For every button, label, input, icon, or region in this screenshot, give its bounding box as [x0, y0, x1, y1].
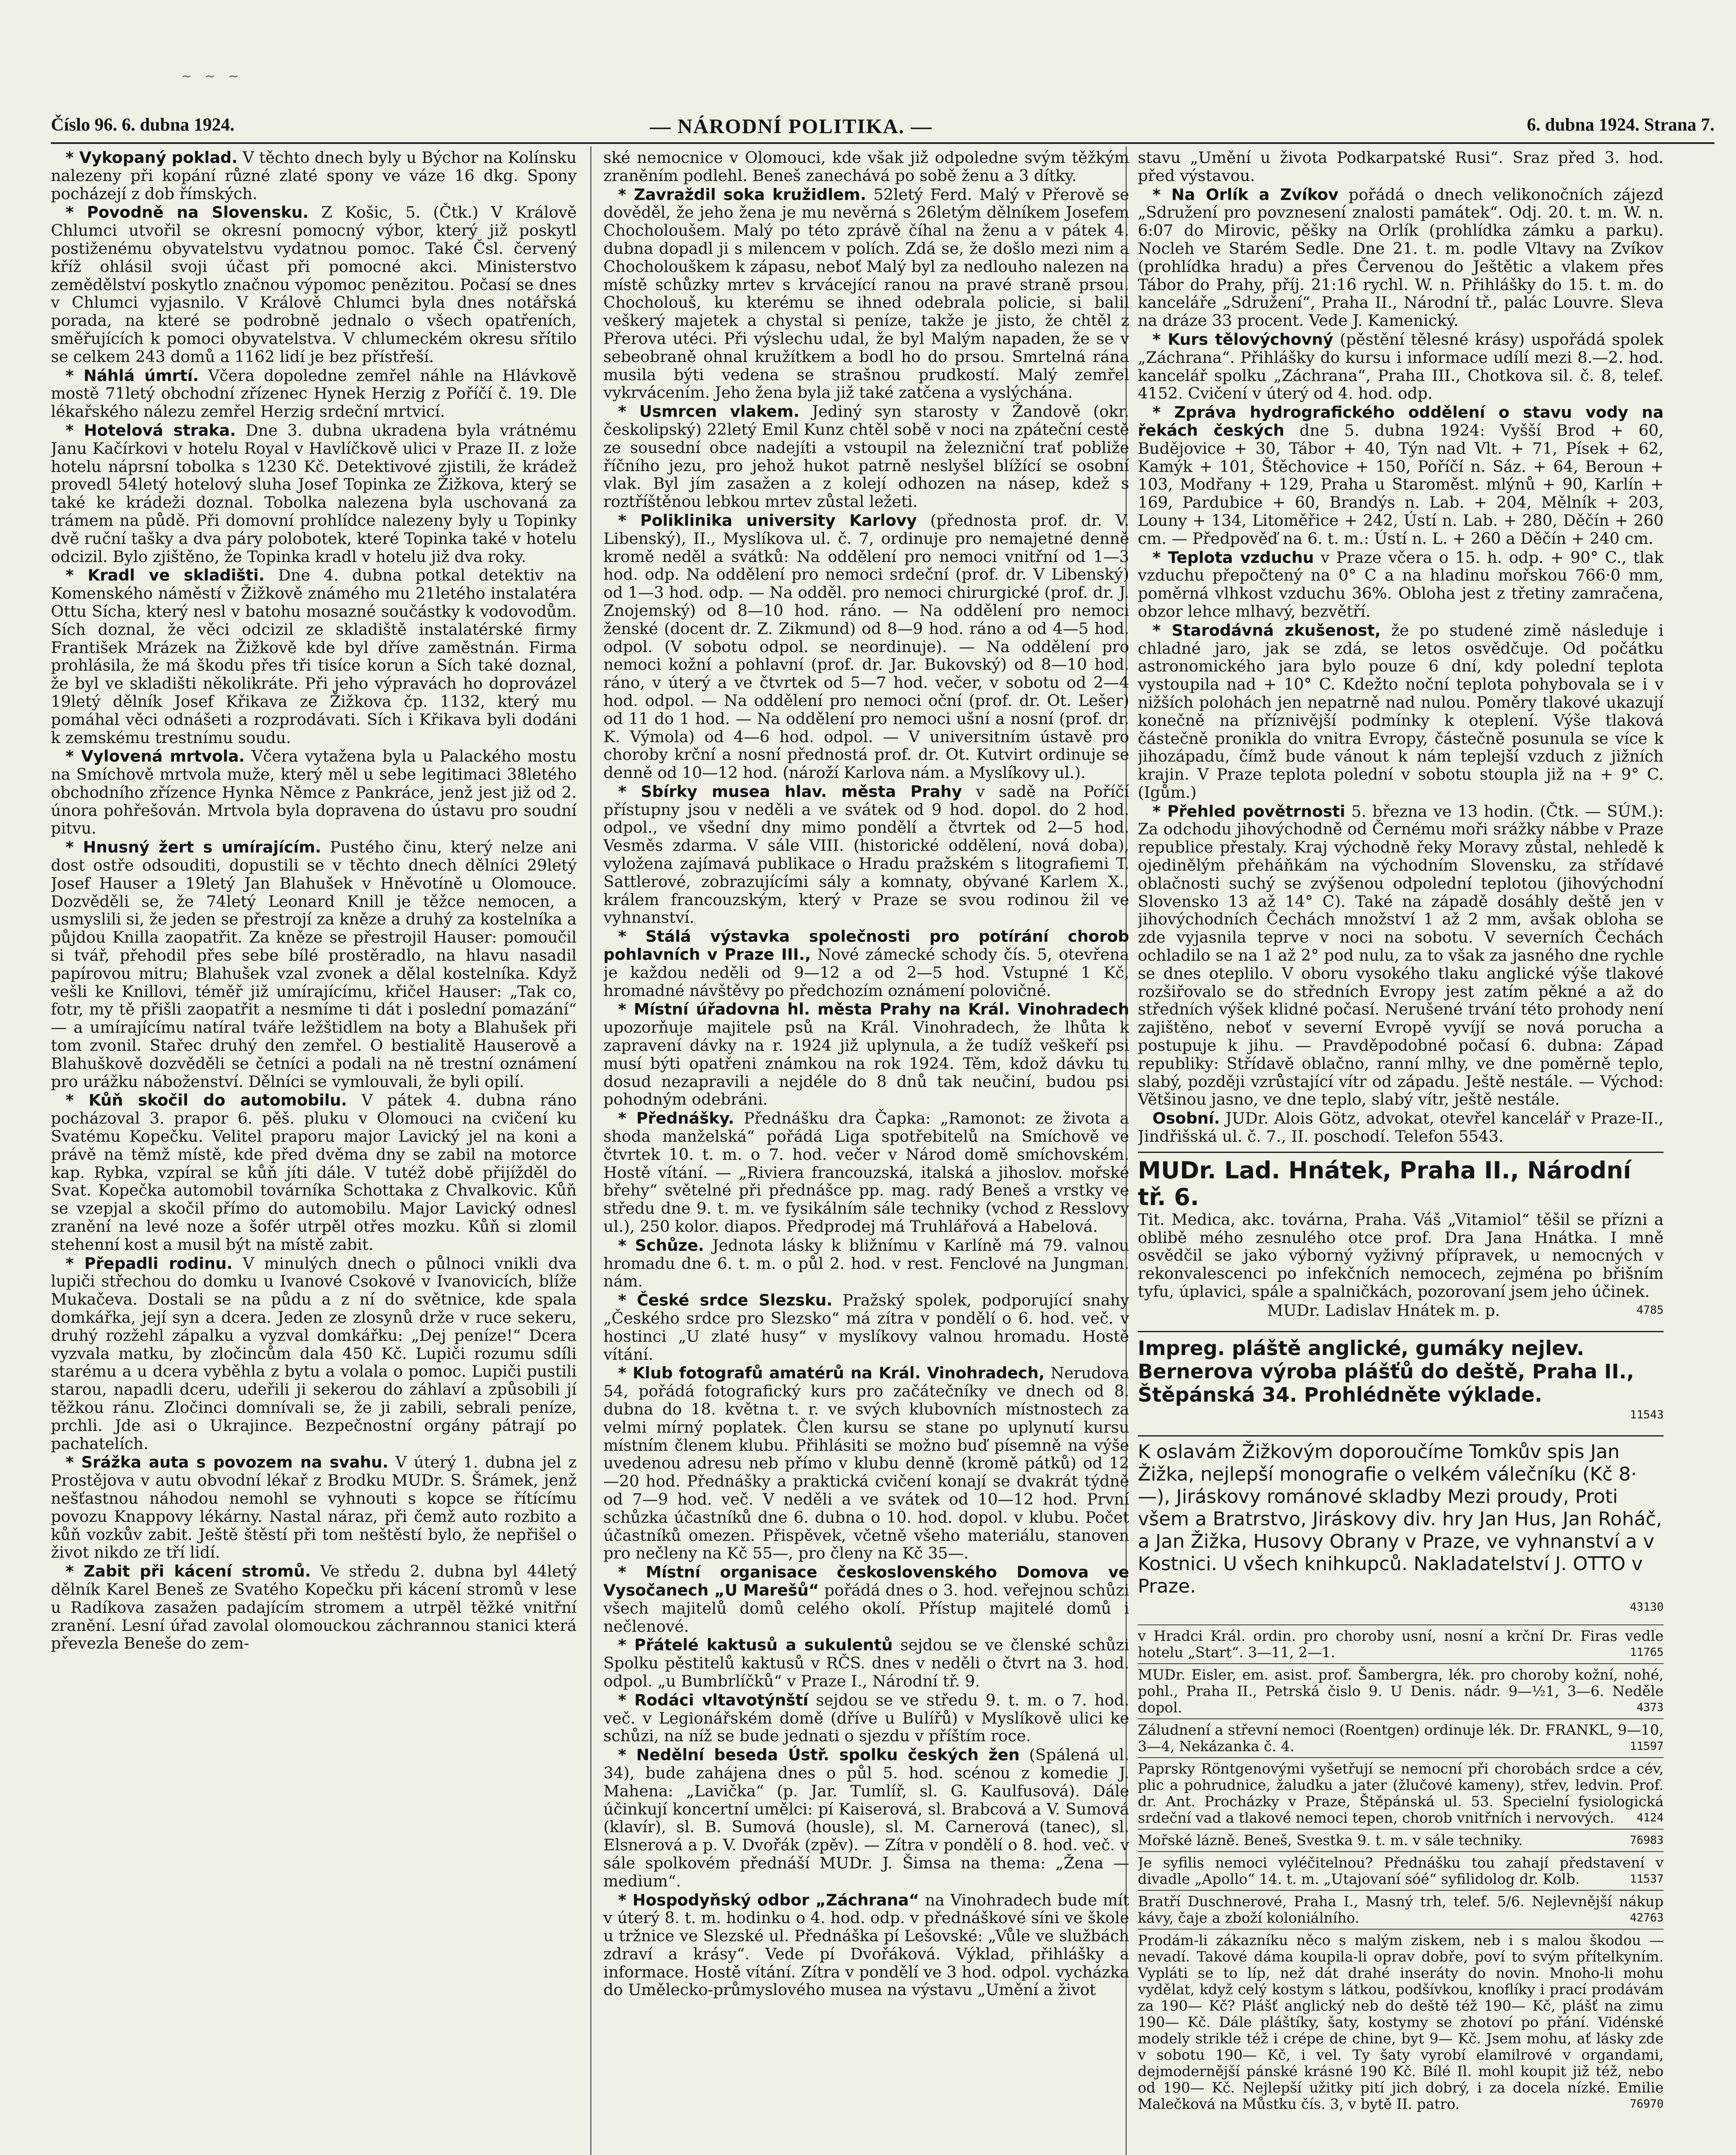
news-item-text: JUDr. Alois Götz, advokat, otevřel kancelář v Praze-II., Jindřišská ul. č. 7., II. poschodí. Telefon 5543.	[1138, 1109, 1664, 1146]
news-item-headline: Osobní.	[1152, 1109, 1220, 1128]
news-item	[51, 149, 577, 203]
news-item-text: stavu „Umění u života Podkarpatské Rusi“. Sraz před 3. hod. před výstavou.	[1138, 149, 1664, 185]
otto-ad-number-row	[1138, 1599, 1664, 1617]
news-item	[51, 838, 577, 1090]
news-item-headline: * Usmrcen vlakem.	[618, 402, 799, 421]
news-item-text: sejdou se ve středu 9. t. m. o 7. hod. več. v Legionářském domě (dříve u Bulířů) v Myslíkově ulici ke schůzi, na níž se bude jednati o sjezdu v příštím roce.	[603, 1690, 1129, 1746]
news-item	[603, 928, 1129, 999]
classified-ad	[1138, 1718, 1664, 1755]
news-item-text: Přednášku dra Čapka: „Ramonot: ze života a shoda manželská“ pořádá Liga spotřebitelů na Smíchově ve čtvrtek 10. t. m. o 7. hod. večer v Národ domě smíchovském. Hostě vítání. — „Riviera francouzská, italská a jihoslov. mořské břehy“ světelné při přednášce pp. mag. radý Beneš a vrstky ve středu dne 9. t. m. ve fysikálním sále techniky (vchod z Resslovy ul.), 250 kolor. diapos. Předprodej má Truhlářová a Habelová.	[603, 1109, 1129, 1236]
hnatek-ad-title: MUDr. Lad. Hnátek, Praha II., Národní tř. 6.	[1138, 1156, 1631, 1211]
news-item	[51, 1091, 577, 1253]
column-3-notices	[1138, 149, 1664, 1146]
column-divider	[590, 147, 591, 2155]
news-item-headline: * Poliklinika university Karlovy	[618, 511, 917, 530]
classified-ad	[1138, 1624, 1664, 1661]
news-item	[1138, 1109, 1664, 1146]
ad-number: 76983	[1630, 1834, 1664, 1847]
ad-separator	[1138, 1851, 1664, 1852]
classified-ad	[1138, 1757, 1664, 1826]
news-item-text: 5. března ve 13 hodin. (Čtk. — SÚM.): Za odchodu jihovýchodně od Černému moři srážky nábbe v Praze republice přestaly. Kraj východně řeky Moravy zůstal, nehledě k ojedinělým přeháňkám na východním Slovensku, za střídavé oblačnosti suchý se zvýšenou odpolední teplotou (jihovýchodní Slovensko 13 až 14° C). Také na západě dosáhly deště jen v jihovýchodních Čechách množství 1 až 2 mm, avšak obloha se zde vyjasnila teprve v noci na sobotu. V severních Čechách ochladilo se na 1 až 2° pod nulu, za to však za jasného dne rychle se dnes oteplilo. V oboru vysokého tlaku anglické výše tlakové rozšiřovalo se do středních Evropy jest zatím pěkné a až do středních výšek klidné počasí. Nerušené trvání této prohody není zajištěno, neboť v severní Evropě vyvíjí se nová porucha a postupuje k jihu. — Pravděpodobné počasí 6. dubna: Západ republiky: Střídavě oblačno, ranní mlhy, ve dne poměrně teplo, slabý, později vzrůstající vítr od západu. Ještě nestále. — Východ: Většinou jasno, ve dne teplo, slabý vítr, ještě nestále.	[1138, 802, 1664, 1109]
ad-separator	[1138, 1624, 1664, 1625]
news-item	[51, 1255, 577, 1453]
news-item-text: Nové zámecké schody čís. 5, otevřena je každou neděli od 9—12 a od 2—5 hod. Vstupné 1 Kč, hromadné návštěvy po předchozím oznámení polovičné.	[603, 945, 1129, 1000]
news-item-headline: * Sbírky musea hlav. města Prahy	[618, 782, 962, 801]
news-item-text: Pustého činu, který nelze ani dost ostře odsouditi, dopustili se v těchto dnech dělníci 29letý Josef Hauser a 19letý Jan Blahušek v Hněvotíně u Olomouce. Dozvěděli se, že 74letý Leonard Knill je těžce nemocen, a usmyslili si, že jeden se přestrojí za kněze a druhý za kostelníka a půjdou Knilla zaopatřit. Za kněze se přestrojil Hauser: pomoučil si tvář, přehodil přes sebe bílé prostěradlo, na hlavu nasadil papírovou mitru; Blahušek vzal zvonek a dělal kostelníka. Když vešli ke Knillovi, téměř již umírajícímu, křičel Hauser: „Tak co, fotr, my tě přišli zaopatřit a nesmíme ti dát i poslední pomazání“ — a umírajícímu natíral tváře ležštidlem na boty a Blahušek při tom zvonil. Stařec druhý den zemřel. O bestialitě Hauserově a Blahuškově dozvěděli se četníci a podali na ně trestní oznámení pro urážku náboženství. Dělníci se vymlouvali, že byli opilí.	[51, 838, 577, 1091]
news-item	[603, 1891, 1129, 1999]
news-item-text: v Praze včera o 15. h. odp. + 90° C., tlak vzduchu přepočtený na 0° C a na hladinu mořskou 766·0 mm, poměrná vlhkost vzduchu 36%. Obloha jest z třetiny zamračena, obzor lehce mlhavý, bezvětří.	[1138, 548, 1664, 621]
classified-ad-text: Bratří Duschnerové, Praha I., Masný trh, telef. 5/6. Nejlevnější nákup kávy, čaje a zboží koloniálního.	[1138, 1893, 1664, 1927]
print-smudge: ~ ~ ~	[181, 69, 244, 84]
news-item-headline: * Kurs tělovýchovný	[1152, 330, 1333, 349]
ad-number: 4124	[1636, 1811, 1664, 1825]
news-item-headline: * Rodáci vltavotýnští	[618, 1690, 809, 1709]
news-item-text: že po studené zimě následuje i chladné jaro, jak se zdá, se letos osvědčuje. Od počátku astronomického jara bylo pouze 6 dní, kdy polední teplota vystoupila nad + 10° C. Kdežto noční teplota pohybovala se i v nižších polohách jen nepatrně nad nulou. Poměry tlakové ukazují konečně na příznivější podmínky k oteplení. Výše tlaková částečně pronikla do vnitra Evropy, částečně posunula se více k jihozápadu, čímž bude vánout k nám teplejší vzduch z jižních krajin. V Praze teplota polední v sobotu stoupla již na + 9° C. (Igům.)	[1138, 621, 1664, 802]
news-item-text: (pěstění tělesné krásy) uspořádá spolek „Záchrana“. Přihlášky do kursu i informace udílí mezi 8.—2. hod. kancelář spolku „Záchrana“, Praha III., Chotkova sil. č. 8, telef. 4152. Cvičení v úterý od 4. hod. odp.	[1138, 330, 1664, 403]
news-item-text: V minulých dnech o půlnoci vnikli dva lupiči střechou do domku u Ivanové Csokové v Ivanovicích, blíže Mukačeva. Dostali se na půdu a z ní do světnice, kde spala domkářka, její syn a dcera. Jeden ze zlosynů drže v ruce sekeru, druhý rozžehl zápalku a vyzval domkářku: „Dej peníze!“ Dcera vyzvala matku, by zločincům dala 450 Kč. Lupiči rozumu sdíli starému a u dcera vyběhla z bytu a volala o pomoc. Lupiči pustili starou, napadli dceru, udeřili ji sekerou do záhlaví a způsobili jí těžkou ránu. Zločinci domnívali se, že ji zabili, sebrali peníze, prchli. Jde asi o Ukrajince. Bezpečnostní orgány pátrají po pachatelích.	[51, 1254, 577, 1453]
bernerova-ad-number-row	[1138, 1406, 1664, 1424]
classified-ad-text: Mořské lázně. Beneš, Svestka 9. t. m. v sále techniky.	[1138, 1832, 1523, 1849]
classified-ad	[1138, 1929, 1664, 2112]
news-item-headline: * Starodávná zkušenost,	[1152, 621, 1381, 640]
news-item	[1138, 622, 1664, 802]
news-item-text: Včera dopoledne zemřel náhle na Hlávkově mostě 71letý obchodní zřízenec Hynek Herzig z Poříčí č. 19. Dle lékařského nálezu zemřel Herzig srdeční mrtvicí.	[51, 366, 577, 421]
news-item	[603, 186, 1129, 402]
ad-number: 11765	[1630, 1646, 1664, 1659]
news-item-text: Pražský spolek, podporující snahy „Českého srdce pro Slezsko“ má zítra v pondělí o 6. hod. več. v hostinci „U zlaté husy“ v myslíkovy valnou hromadu. Hostě vítání.	[603, 1291, 1129, 1364]
classified-ad-text: Je syfilis nemoci vyléčitelnou? Přednášku tou zahají představení v divadle „Apollo“ 14. t. m. „Utajovaní sóé“ syfilidolog dr. Kolb.	[1138, 1854, 1664, 1888]
news-item-headline: * Vykopaný poklad.	[66, 149, 238, 167]
news-item-text: v sadě na Poříčí přístupny jsou v neděli a ve svátek od 9 hod. dopol. do 2 hod. odpol., ve všední dny mimo pondělí a čtvrtek od 2—5 hod. Vesměs zdarma. V sále VIII. (historické oddělení, nová doba), vyložena zajímavá publikace o Hradu pražském s litografiemi T. Sattlerové, zobrazujícími sály a komnaty, obývané Karlem X., králem francouzským, který v Praze se svou rodinou žil ve vyhnanství.	[603, 782, 1129, 927]
news-item-headline: * Přátelé kaktusů a sukulentů	[618, 1636, 893, 1655]
ad-separator	[1138, 1829, 1664, 1830]
news-item-text: Dne 3. dubna ukradena byla vrátnému Janu Kačírkovi v hotelu Royal v Havlíčkově ulici v Praze II. z lože hotelu náprsní tobolka s 1230 Kč. Detektivové zjistili, že krádež provedl 54letý hotelový sluha Josef Topinka ze Žižkova, který se také ke krádeži doznal. Tobolka nalezena byla uschovaná za trámem na půdě. Při domovní prohlídce nalezeny byly u Topinky dvě ruční tašky a dva páry polobotek, které Topinka také v hotelu odcizil. Bylo zjištěno, že Topinka kradl v hotelu již dva roky.	[51, 421, 577, 566]
header-page-number: 6. dubna 1924. Strana 7.	[1527, 115, 1714, 135]
classified-ad	[1138, 1890, 1664, 1926]
news-item	[1138, 331, 1664, 403]
classified-ad-text: Prodám-li zákazníku něco s malým ziskem, neb i s malou škodou — nevadí. Takové dáma koupila-li oprav dobře, poví to svým přítelkyním. Vypláti se to líp, než dát drahé inseráty do novin. Mnoho-li mohu vydělat, když celý kostym s látkou, podšívkou, knoflíky i prací prodávám za 190— Kč? Plášť anglický neb do deště též 190— Kč, plášť na zimu 190— Kč. Dále pláštíky, šaty, kostymy se zhotoví po přání. Vidénské modely strikle též i crépe de chine, byt 9— Kč. Jsem mohu, ať lásky zde v sobotu 190— Kč, i vel. Ty šaty vyrobí elamilrové v organdami, dejmodernější pánské krásné 190 Kč. Bílé Il. mohl koupit již též, nebo od 190— Kč. Nejlepší užitky pití jich dobrý, i za docela nízké. Emilie Malečková na Můstku čís. 3, v bytě II. patro.	[1138, 1932, 1664, 2113]
classified-ad-text: Paprsky Röntgenovými vyšetřují se nemocní při chorobách srdce a cév, plic a pohrudnice, žaludku a jater (žlučové kameny), střev, ledvin. Prof. dr. Ant. Procházky v Praze, Štěpánská ul. 53. Specielní fysiologická srdeční vad a tlakové nemoci tepen, chorob vnitřních i nervových.	[1138, 1760, 1664, 1827]
classified-ad-text: Záludnení a střevní nemoci (Roentgen) ordinuje lék. Dr. FRANKL, 9—10, 3—4, Nekázanka č. 4.	[1138, 1721, 1664, 1755]
news-item-headline: * Klub fotografů amatérů na Král. Vinohradech,	[618, 1364, 1045, 1383]
classified-ad-text: MUDr. Eisler, em. asist. prof. Šambergra, lék. pro choroby kožní, nohé, pohl., Praha II., Petrská čislo 9. U Denis. nádr. 9—½1, 3—6. Neděle dopol.	[1138, 1666, 1664, 1716]
news-item	[1138, 149, 1664, 185]
news-item-text: (přednosta prof. dr. V. Libenský), II., Myslíkova ul. č. 7, ordinuje pro nemajetné denně kromě neděl a svátků: Na oddělení pro nemoci vnitřní od 1—3 hod. odp. Na oddělení pro nemoci srdeční (prof. dr. V Libenský) od 1—3 hod. odp. — Na odděl. pro nemoci chirurgické (prof. dr. J. Znojemský) od 8—10 hod. ráno. — Na oddělení pro nemoci ženské (docent dr. Z. Zikmund) od 8—9 hod. ráno a od 4—5 hod. odpol. (V sobotu odpol. se neordinuje). — Na oddělení pro nemoci kožní a pohlavní (prof. dr. Jar. Bukovský) od 8—10 hod. ráno, v úterý a ve čtvrtek od 5—7 hod. večer, v sobotu od 2—4 hod. odpol. — Na oddělení pro nemoci oční (prof. dr. Ot. Lešer) od 11 do 1 hod. — Na oddělení pro nemoci ušní a nosní (prof. dr. K. Výmola) od 4—6 hod. odpol. — V universitním ústavě pro choroby krční a nosní přednostá prof. dr. Ot. Kutvirt ordinuje se denně od 10—12 hod. (nároží Karlova nám. a Myslíkovy ul.).	[603, 511, 1129, 782]
news-item-headline: * Zabit při kácení stromů.	[66, 1562, 311, 1581]
news-item-text: Ve středu 2. dubna byl 44letý dělník Karel Beneš ze Svatého Kopečku při kácení stromů v lese u Radíkova zasažen padajícím stromem a utrpěl těžké vnitřní zranění. Lesní úřad zavolal olomouckou záchrannou stanici která převezla Beneše do zem-	[51, 1562, 577, 1653]
ad-number: 43130	[1630, 1601, 1664, 1614]
news-column-1	[51, 149, 577, 2155]
news-item	[51, 203, 577, 365]
ad-number: 4785	[1636, 1303, 1664, 1317]
ad-number: 76970	[1630, 2098, 1664, 2111]
news-item-headline: * Zavraždil soka kružidlem.	[618, 185, 866, 204]
news-column-3	[1138, 149, 1664, 2155]
news-item-text: Jediný syn starosty v Žandově (okr. českolipský) 22letý Emil Kunz chtěl sobě v noci na zpáteční cestě ze sousední obce nadejíti a vstoupil na železniční trať pobliže říčního jezu, pro jehož hukot patrně neslyšel blížící se osobní vlak. Byl jím zasažen a z kolejí odhozen na násep, kdež s roztříštěnou lebkou mrtev zůstal ležeti.	[603, 402, 1129, 511]
ad-separator	[1138, 1890, 1664, 1891]
ad-separator	[1138, 1663, 1664, 1664]
news-item	[51, 1562, 577, 1652]
ad-separator	[1138, 1929, 1664, 1930]
news-item	[603, 1291, 1129, 1363]
news-item-headline: * Přepadli rodinu.	[66, 1254, 233, 1273]
ad-number: 11597	[1630, 1740, 1664, 1753]
news-item	[51, 367, 577, 421]
news-item-headline: * Vylovená mrtvola.	[66, 747, 245, 766]
news-item-headline: * Schůze.	[618, 1236, 704, 1255]
news-item	[1138, 803, 1664, 1109]
classified-ad	[1138, 1851, 1664, 1887]
news-item-text: (Spálená ul. 34), bude zahájena dnes o půl 5. hod. scénou z komedie J. Mahena: „Lavička“ (p. Jar. Tumlíř, sl. G. Kaulfusová). Dále účinkují koncertní umělci: pí Kaiserová, sl. Brabcová a V. Sumová (klavír), sl. B. Sumová (housle), sl. M. Carnerová (tanec), sl. Elsnerová a p. V. Dvořák (zpěv). — Zítra v pondělí o 8. hod. več. v sále spolkovém přednáší MUDr. J. Šimsa na thema: „Žena — medium“.	[603, 1746, 1129, 1890]
news-item-text: Nerudova 54, pořádá fotografický kurs pro začátečníky ve dnech od 8. dubna do 18. května t. r. ve svých klubovních místnostech za velmi mírný poplatek. Člen kursu se stane po uplynutí kursu místním členem klubu. Přihlásiti se možno buď písemně na výše uvedenou adresu neb přímo v klubu denně (kromě pátků) od 12—20 hod. Přednášky a praktická cvičení konají se dvakrát týdně od 7—9 hod. več. V neděli a ve svátek od 10—12 hod. První schůzka účastníků dne 6. dubna o 10. hod. dopol. v klubu. Počet účastníků omezen. Přispěvek, včetně všeho materiálu, stanoven pro nečleny na Kč 55—, pro členy na Kč 35—.	[603, 1364, 1129, 1563]
news-item-text: V pátek 4. dubna ráno pocházoval 3. prapor 6. pěš. pluku v Olomouci na cvičení ku Svatému Kopečku. Velitel praporu major Lavický jel na koni a právě na těmž místě, kde před dvěma dny se zabil na motorce kap. Rybka, vzpíral se kůň jíti dále. V tutéž době přijížděl do Svat. Kopečka automobil továrníka Schottaka z Chvalkovic. Kůň se vzepjal a skočil přímo do automobilu. Major Lavický odnesl zranění na levé noze a šofér utrpěl otřes mozku. Kůň si zlomil stehenní kost a musil být na místě zabit.	[51, 1091, 577, 1254]
news-item-text: dne 5. dubna 1924: Vyšší Brod + 60, Budějovice + 30, Tábor + 40, Týn nad Vlt. + 71, Písek + 62, Kamýk + 101, Štěchovice + 150, Poříčí n. Sáz. + 64, Beroun + 103, Modřany + 129, Praha u Staroměst. mlýnů + 90, Karlín + 169, Pardubice + 60, Brandýs n. Lab. + 204, Mělník + 203, Louny + 134, Litoměřice + 242, Ústí n. Lab. + 280, Děčín + 260 cm. — Předpověď na 6. t. m.: Ústí n. L. + 260 a Děčín + 240 cm.	[1138, 421, 1664, 548]
news-item-text: Jednota lásky k bližnímu v Karlíně má 79. valnou hromadu dne 6. t. m. o půl 2. hod. v rest. Fenclové na Jungman. nám.	[603, 1236, 1129, 1291]
hnatek-ad-text: Tit. Medica, akc. továrna, Praha. Váš „Vitamiol“ těšil se přízni a oblibě mého zesnulého otce prof. Dra Jana Hnátka. I mně osvědčil se jako výborný vyživný přípravek, u nemocných v rekonvalescenci po infekčních nemocech, zejména po břišním tyfu, úplavici, spále a spalničkách, pozorovaní jsem jeho účinek.	[1138, 1210, 1664, 1301]
ad-number: 4373	[1636, 1701, 1664, 1715]
news-item	[603, 783, 1129, 927]
news-item-headline: * České srdce Slezsku.	[618, 1291, 833, 1310]
news-item	[603, 1691, 1129, 1745]
news-item-text: Dne 4. dubna potkal detektiv na Komenského náměstí v Žižkově známého mu 21letého instalatéra Ottu Sícha, který nesl v batohu mosazné součástky k vodovodům. Sích doznal, že věci odcizil ze skladiště instalatérské firmy František Mrázek na Žižkově kde byl dříve zaměstnán. Firma prohlásila, že má škodu přes tři tisíce korun a Sích také doznal, že byl ve skladišti několikráte. Při jeho výpravách ho doprovázel 19letý dělník Josef Křikava ze Žižkova čp. 1132, který mu pomáhal věci odnášeti a rozprodávati. Sích i Křikava byli dodáni k zemskému trestnímu soudu.	[51, 566, 577, 747]
news-item-text: Včera vytažena byla u Palackého mostu na Smíchově mrtvola muže, který měl u sebe legitimaci 38letého obchodního zřízence Hynka Němce z Pankráce, jenž jest již od 2. února pohřešován. Mrtvola byla dopravena do ústavu pro soudní pitvu.	[51, 747, 577, 838]
ad-number: 11537	[1630, 1873, 1664, 1886]
news-item	[603, 1746, 1129, 1890]
news-item-headline: * Místní úřadovna hl. města Prahy na Král. Vinohradech	[618, 1000, 1129, 1019]
news-item-headline: * Hnusný žert s umírajícím.	[66, 838, 322, 857]
otto-advertisement	[1138, 1435, 1664, 1622]
news-item	[51, 747, 577, 837]
news-item	[603, 1000, 1129, 1109]
news-item-headline: * Hospodyňský odbor „Záchrana“	[618, 1890, 919, 1909]
bernerova-ad-title: Impreg. pláště anglické, gumáky nejlev. Bernerova výroba plášťů do deště, Praha II., Štěpánská 34. Prohlédněte výklade.	[1138, 1336, 1634, 1406]
hnatek-advertisement	[1138, 1152, 1664, 1325]
ad-separator	[1138, 1718, 1664, 1719]
news-item	[603, 1237, 1129, 1290]
classified-ad	[1138, 1663, 1664, 1716]
news-item	[1138, 186, 1664, 330]
news-item-headline: * Hotelová straka.	[66, 421, 236, 440]
news-item-headline: * Povodně na Slovensku.	[66, 203, 309, 222]
news-item-headline: * Na Orlík a Zvíkov	[1152, 185, 1339, 204]
news-item-headline: * Nedělní beseda Ústř. spolku českých žen	[618, 1746, 1020, 1765]
news-item	[51, 422, 577, 565]
news-item	[51, 1453, 577, 1562]
news-item	[603, 1109, 1129, 1236]
header-issue-date: Číslo 96. 6. dubna 1924.	[51, 115, 234, 135]
news-item	[603, 1563, 1129, 1635]
masthead-title: — NÁRODNÍ POLITIKA. —	[650, 115, 933, 138]
news-item-headline: * Srážka auta s povozem na svahu.	[66, 1453, 389, 1472]
news-item	[603, 403, 1129, 511]
news-item-headline: * Kůň skočil do automobilu.	[66, 1091, 347, 1110]
classified-ad	[1138, 1829, 1664, 1849]
news-item-text: pořádá dnes o 3. hod. veřejnou schůzi všech majitelů domů celého okolí. Přístup majitelé domů i nečlenové.	[603, 1580, 1129, 1636]
otto-ad-text: K oslavám Žižkovým doporoučíme Tomkův spis Jan Žižka, nejlepší monografie o velkém válečníku (Kč 8·—), Jiráskovy románové skladby Mezi proudy, Proti všem a Bratrstvo, Jiráskovy div. hry Jan Hus, Jan Roháč, a Jan Žižka, Husovy Obrany v Praze, ve vyhnanství a v Kostnici. U všech knihkupců. Nakladatelství J. OTTO v Praze.	[1138, 1441, 1662, 1598]
bernerova-advertisement	[1138, 1331, 1664, 1430]
news-item	[51, 566, 577, 746]
news-item-headline: * Přednášky.	[618, 1109, 734, 1128]
small-ads-list	[1138, 1624, 1664, 2112]
news-item-headline: * Kradl ve skladišti.	[66, 566, 265, 585]
classified-ad-text: v Hradci Král. ordin. pro choroby usní, nosní a krční Dr. Firas vedle hotelu „Start“. 3—11, 2—1.	[1138, 1627, 1664, 1661]
news-item-text: upozorňuje majitele psů na Král. Vinohradech, že lhůta k zapravení dávky na r. 1924 již uplynula, a že tudíž veškeří psi musí býti opatřeni známkou na rok 1924. Těm, kdož dávku tu dosud nezapravili a nejdéle do 8 dnů tak neučiní, budou psi pohodným odebráni.	[603, 1018, 1129, 1109]
news-item-headline: * Teplota vzduchu	[1152, 548, 1314, 567]
news-item	[1138, 403, 1664, 547]
news-item-headline: * Zpráva hydrografického oddělení o stavu vody na řekách českých	[1138, 403, 1664, 440]
header-rule	[51, 142, 1714, 144]
news-item-headline: * Stálá výstavka společnosti pro potírání chorob pohlavních v Praze III.,	[603, 927, 1129, 964]
news-item	[603, 512, 1129, 782]
news-item-text: na Vinohradech bude mít v úterý 8. t. m. hodinku o 4. hod. odp. v přednáškové síni ve škole u tržnice ve Slezské ul. Přednáška pí Lešovské: „Vůle ve službách zdraví a krásy“. Vede pí Dvořáková. Výklad, přihlášky a informace. Hostě vítání. Zítra v pondělí ve 3 hod. odpol. vycházka do Umělecko-průmyslového musea na výstavu „Umění a život	[603, 1890, 1129, 1999]
news-item-text: sejdou se ve členské schůzi Spolku pěstitelů kaktusů v RČS. dnes v neděli o čtvrt na 3. hod. odpol. „u Bumbrlíčků“ v Praze I., Národní tř. 9.	[603, 1636, 1129, 1690]
ad-number: 42763	[1630, 1911, 1664, 1925]
news-item-headline: * Přehled povětrnosti	[1152, 802, 1346, 821]
hnatek-ad-signature: MUDr. Ladislav Hnátek m. p.	[1267, 1301, 1500, 1320]
news-item-text: V těchto dnech byly u Býchor na Kolínsku nalezeny při kopání různé zlaté spony ve váze 16 dkg. Spony pocházejí z dob římských.	[51, 149, 577, 203]
news-item	[603, 1364, 1129, 1562]
ad-number: 11543	[1630, 1408, 1664, 1421]
news-item	[603, 1636, 1129, 1690]
news-item-headline: * Místní organisace československého Domova ve Vysočanech „U Marešů“	[603, 1563, 1129, 1599]
ad-separator	[1138, 1757, 1664, 1758]
news-item-text: Z Košic, 5. (Čtk.) V Králově Chlumci utvořil se okresní pomocný výbor, který již poskytl postiženému obyvatelstvu vydatnou pomoc. Také Čsl. červený kříž ohlásil svoji účast při pomocné akci. Ministerstvo zemědělství poskytlo značnou výpomoc penězitou. Počasí se dnes v Chlumci vyjasnilo. V Králově Chlumci byla dnes notářská porada, na které se podrobně jednalo o všech opatřeních, směřujících k pomoci obyvatelstva. V chlumeckém okresu sřítilo se celkem 243 domů a 1162 lidí je bez přístřeší.	[51, 203, 577, 366]
news-item	[1138, 549, 1664, 621]
news-item-text: ské nemocnice v Olomouci, kde však již odpoledne svým těžkým zraněním podlehl. Beneš zanechává po sobě ženu a 3 dítky.	[603, 149, 1129, 185]
news-item-text: V úterý 1. dubna jel z Prostějova v autu obvodní lékař z Brodku MUDr. S. Šrámek, jenž nešťastnou náhodou nemohl se vyhnouti s kopce se řítícímu povozu Knappovy lékárny. Nastal náraz, při čemž auto rozbito a kůň vozkův zabit. Ještě štěstí při tom neštěstí bylo, že nepřišel o život nikdo ze tří lidí.	[51, 1453, 577, 1562]
news-item-text: pořádá o dnech velikonočních zájezd „Sdružení pro povznesení znalosti památek“. Odj. 20. t. m. W. n. 6:07 do Mirovic, pěšky na Orlík (prohlídka zámku a parku). Nocleh ve Starém Sedle. Dne 21. t. m. podle Vltavy na Zvíkov (prohlídka hradu) a přes Červenou do Ještětic a vlakem přes Tábor do Prahy, příj. 21:16 rychl. W. n. Přihlášky do 15. t. m. do kanceláře „Sdružení“, Praha II., Národní tř., palác Louvre. Sleva na dráze 33 procent. Vede J. Kamenický.	[1138, 185, 1664, 330]
hnatek-ad-signature-row	[1138, 1302, 1664, 1320]
page-header	[51, 111, 1714, 141]
news-item-headline: * Náhlá úmrtí.	[66, 366, 199, 385]
news-column-2	[603, 149, 1129, 2155]
news-item-text: 52letý Ferd. Malý v Přerově se dověděl, že jeho žena je mu nevěrná s 26letým dělníkem Josefem Chocholoušem. Malý po této zprávě číhal na ženu a v pátek 4. dubna dopadl ji s milencem v polích. Zdá se, že došlo mezi nim a Chocholouškem k zápasu, neboť Malý byl za nedlouho nalezen na místě schůzky mrtev s krvácející ranou na pravé straně prsou. Chocholouš, ku kterému se ihned odebrala policie, si balil veškerý majetek a chystal si peníze, takže je jisto, že chtěl z Přerova utéci. Při výslechu udal, že byl Malým napaden, že se v sebeobraně ohnal kružítkem a bodl ho do prsou. Smrtelná rána musila býti vedena se strašnou prudkostí. Malý zemřel vykrvácením. Jeho žena byla již také zatčena a vyslýchána.	[603, 185, 1129, 402]
news-item	[603, 149, 1129, 185]
